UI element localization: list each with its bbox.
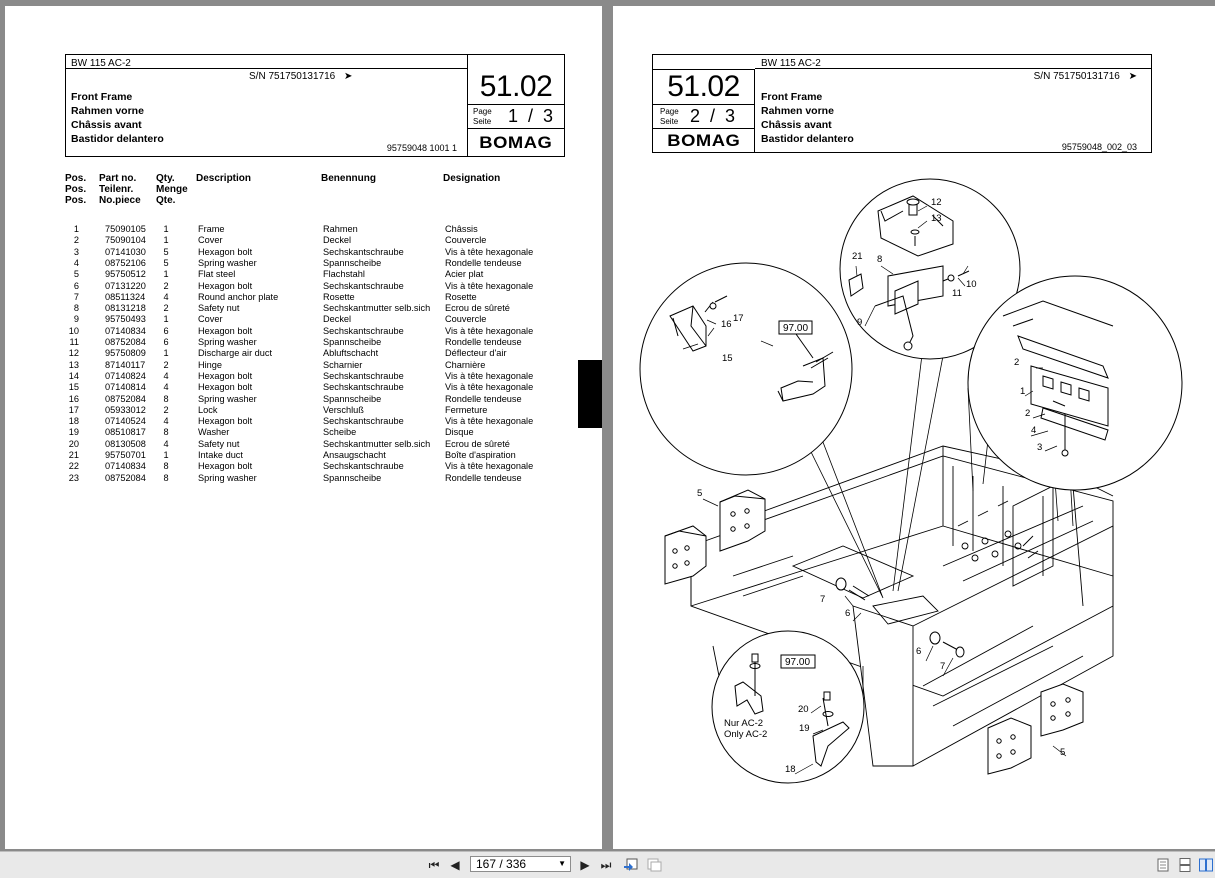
cell-designation: Disque — [445, 427, 474, 438]
cell-pos: 5 — [73, 269, 79, 280]
last-page-icon[interactable]: ⏭ — [600, 857, 612, 872]
callout-3: 3 — [1037, 442, 1043, 453]
cell-qty: 5 — [163, 257, 169, 268]
cell-pos: 6 — [73, 280, 79, 291]
cell-designation: Fermeture — [445, 404, 488, 415]
ref-97-bottom: 97.00 — [785, 657, 811, 668]
cell-description: Hexagon bolt — [198, 382, 253, 393]
cell-pos: 7 — [73, 291, 79, 302]
cell-pos: 8 — [73, 303, 79, 314]
cell-part-no: 07131220 — [105, 280, 146, 291]
cell-qty: 1 — [163, 314, 169, 325]
cell-benennung: Rahmen — [323, 224, 358, 234]
col-pos-de: Pos. — [65, 184, 87, 195]
col-designation: Designation — [443, 173, 501, 184]
callout-5-right: 5 — [1060, 747, 1066, 758]
cell-part-no: 75090105 — [105, 224, 146, 234]
cell-designation: Ecrou de sûreté — [445, 438, 510, 449]
cell-description: Washer — [198, 427, 230, 438]
title-es: Bastidor delantero — [71, 133, 164, 145]
cell-part-no: 95750701 — [105, 450, 146, 460]
cell-pos: 13 — [68, 359, 79, 370]
page-167 — [5, 6, 602, 849]
cell-benennung: Sechskantschraube — [323, 246, 404, 257]
cell-pos: 2 — [73, 235, 79, 246]
two-page-view-icon[interactable] — [1198, 857, 1214, 873]
cell-benennung: Spannscheibe — [323, 472, 382, 483]
cell-designation: Couvercle — [445, 235, 487, 246]
cell-benennung: Deckel — [323, 314, 352, 325]
cell-description: Lock — [198, 404, 218, 415]
col-qty-de: Menge — [156, 184, 188, 195]
cell-pos: 19 — [68, 427, 79, 438]
callout-17: 17 — [733, 313, 744, 324]
cell-qty: 8 — [163, 427, 169, 438]
cell-qty: 6 — [163, 337, 169, 347]
arrow-right-icon: ➤ — [343, 71, 353, 82]
cell-benennung: Sechskantmutter selb.sich — [323, 303, 431, 314]
detail-circle-hinge — [640, 263, 852, 475]
cell-description: Safety nut — [198, 438, 240, 449]
cell-description: Spring washer — [198, 257, 257, 268]
note-nur-ac2: Nur AC-2 — [724, 718, 764, 729]
col-part-fr: No.piece — [99, 195, 141, 206]
cell-benennung: Sechskantschraube — [323, 382, 404, 393]
callout-6-right: 6 — [916, 646, 922, 657]
col-benennung: Benennung — [321, 173, 376, 184]
cell-description: Cover — [198, 235, 223, 246]
cell-description: Spring washer — [198, 472, 257, 483]
cell-description: Spring washer — [198, 393, 257, 404]
callout-9: 9 — [857, 317, 863, 328]
model-label: BW 115 AC-2 — [71, 58, 131, 69]
title-fr: Châssis avant — [71, 119, 142, 131]
cell-part-no: 08131218 — [105, 303, 146, 314]
prev-page-icon[interactable]: ◀ — [450, 858, 460, 872]
cell-designation: Vis à tête hexagonale — [445, 325, 534, 336]
cell-description: Hexagon bolt — [198, 461, 253, 472]
cell-qty: 4 — [163, 291, 169, 302]
cell-designation: Boîte d'aspiration — [445, 450, 516, 460]
next-page-icon[interactable]: ▶ — [580, 858, 590, 872]
cell-description: Hexagon bolt — [198, 416, 253, 427]
model-label-right: BW 115 AC-2 — [761, 58, 821, 69]
cell-qty: 4 — [163, 438, 169, 449]
cell-part-no: 95750809 — [105, 348, 146, 359]
first-page-icon[interactable]: ⏮ — [428, 857, 440, 872]
cell-designation: Rondelle tendeuse — [445, 257, 522, 268]
cell-description: Hinge — [198, 359, 223, 370]
cell-benennung: Abluftschacht — [323, 348, 379, 359]
cell-description: Frame — [198, 224, 225, 234]
cell-benennung: Spannscheibe — [323, 337, 382, 347]
cell-designation: Vis à tête hexagonale — [445, 382, 534, 393]
cell-part-no: 05933012 — [105, 404, 146, 415]
callout-18: 18 — [785, 764, 796, 775]
bookmark-forward-icon[interactable] — [645, 857, 663, 873]
col-pos: Pos. — [65, 173, 87, 184]
page-of-pages: 1 / 3 — [508, 106, 554, 126]
callout-7-right: 7 — [940, 661, 946, 672]
callout-13: 13 — [931, 213, 942, 224]
group-number-right: 51.02 — [667, 70, 740, 103]
cell-qty: 2 — [163, 359, 169, 370]
page-number-field[interactable] — [470, 856, 571, 872]
cell-designation: Rondelle tendeuse — [445, 337, 522, 347]
cell-description: Hexagon bolt — [198, 325, 253, 336]
navigation-toolbar — [0, 851, 1215, 878]
cell-pos: 16 — [68, 393, 79, 404]
cell-qty: 1 — [163, 450, 169, 460]
cell-pos: 9 — [73, 314, 79, 325]
ref-97-top: 97.00 — [783, 323, 809, 334]
title-de-right: Rahmen vorne — [761, 105, 834, 117]
cell-benennung: Sechskantschraube — [323, 280, 404, 291]
cell-description: Flat steel — [198, 269, 236, 280]
cell-designation: Vis à tête hexagonale — [445, 280, 534, 291]
cell-pos: 1 — [73, 224, 79, 234]
serial-number: S/N 751750131716 — [249, 71, 336, 82]
title-fr-right: Châssis avant — [761, 119, 832, 131]
cell-description: Discharge air duct — [198, 348, 273, 359]
callout-19: 19 — [799, 723, 810, 734]
cell-qty: 2 — [163, 280, 169, 291]
page-label-en: Page — [473, 107, 492, 116]
cell-pos: 10 — [68, 325, 79, 336]
cell-benennung: Spannscheibe — [323, 393, 382, 404]
title-es-right: Bastidor delantero — [761, 133, 854, 145]
page-label-en-right: Page — [660, 107, 679, 116]
cell-designation: Vis à tête hexagonale — [445, 246, 534, 257]
title-en-right: Front Frame — [761, 91, 823, 103]
cell-description: Hexagon bolt — [198, 280, 253, 291]
col-pos-fr: Pos. — [65, 195, 87, 206]
cell-benennung: Sechskantmutter selb.sich — [323, 438, 431, 449]
bookmark-back-icon[interactable] — [622, 857, 640, 873]
callout-21: 21 — [852, 251, 863, 262]
callout-16: 16 — [721, 319, 732, 330]
cell-description: Safety nut — [198, 303, 240, 314]
cell-qty: 4 — [163, 416, 169, 427]
callout-15: 15 — [722, 353, 733, 364]
cell-designation: Vis à tête hexagonale — [445, 416, 534, 427]
cell-designation: Charnière — [445, 359, 486, 370]
callout-2-top: 2 — [1014, 357, 1020, 368]
cell-pos: 20 — [68, 438, 79, 449]
cell-pos: 17 — [68, 404, 79, 415]
drawing-number: 95759048 1001 1 — [386, 143, 457, 153]
detail-circle-bracket — [712, 631, 864, 783]
callout-8: 8 — [877, 254, 883, 265]
continuous-view-icon[interactable] — [1177, 857, 1193, 873]
callout-7-left: 7 — [820, 594, 826, 605]
cell-pos: 14 — [68, 370, 79, 381]
cell-qty: 4 — [163, 370, 169, 381]
cell-part-no: 95750512 — [105, 269, 146, 280]
cell-qty: 8 — [163, 461, 169, 472]
cell-description: Hexagon bolt — [198, 246, 253, 257]
cell-pos: 4 — [73, 257, 79, 268]
cell-benennung: Verschluß — [323, 404, 364, 415]
cell-part-no: 08510817 — [105, 427, 146, 438]
title-en: Front Frame — [71, 91, 133, 103]
cell-benennung: Ansaugschacht — [323, 450, 386, 460]
cell-pos: 22 — [68, 461, 79, 472]
header-box — [65, 54, 565, 157]
cell-part-no: 07140524 — [105, 416, 146, 427]
callout-12: 12 — [931, 197, 942, 208]
cell-qty: 1 — [163, 224, 169, 234]
cell-qty: 8 — [163, 472, 169, 483]
cell-part-no: 08752084 — [105, 393, 146, 404]
cell-designation: Couvercle — [445, 314, 487, 325]
cell-benennung: Rosette — [323, 291, 355, 302]
cell-qty: 2 — [163, 404, 169, 415]
callout-10: 10 — [966, 279, 977, 290]
cell-benennung: Flachstahl — [323, 269, 365, 280]
cell-part-no: 07140834 — [105, 325, 146, 336]
cell-part-no: 07140814 — [105, 382, 146, 393]
cell-designation: Rondelle tendeuse — [445, 472, 522, 483]
cell-designation: Rosette — [445, 291, 477, 302]
cell-description: Intake duct — [198, 450, 243, 460]
serial-number-right: S/N 751750131716 — [1033, 71, 1120, 82]
cell-pos: 12 — [68, 348, 79, 359]
cell-qty: 1 — [163, 235, 169, 246]
cell-designation: Châssis — [445, 224, 478, 234]
cell-designation: Vis à tête hexagonale — [445, 461, 534, 472]
cell-benennung: Deckel — [323, 235, 352, 246]
callout-6-left: 6 — [845, 608, 851, 619]
page-number-value: 167 / 336 — [476, 857, 527, 871]
col-qty: Qty. — [156, 173, 175, 184]
cell-qty: 4 — [163, 382, 169, 393]
cell-part-no: 75090104 — [105, 235, 146, 246]
cell-benennung: Sechskantschraube — [323, 416, 404, 427]
callout-11: 11 — [952, 288, 962, 299]
cell-qty: 6 — [163, 325, 169, 336]
cell-part-no: 08511324 — [105, 291, 146, 302]
page-label-de-right: Seite — [660, 117, 679, 126]
cell-designation: Vis à tête hexagonale — [445, 370, 534, 381]
note-only-ac2: Only AC-2 — [724, 729, 768, 740]
col-qty-fr: Qte. — [156, 195, 176, 206]
cell-designation: Acier plat — [445, 269, 484, 280]
cell-description: Hexagon bolt — [198, 370, 253, 381]
cell-benennung: Sechskantschraube — [323, 325, 404, 336]
bomag-logo-right: BOMAG — [666, 131, 741, 150]
bomag-logo: BOMAG — [479, 133, 553, 152]
cell-qty: 1 — [163, 348, 169, 359]
group-number: 51.02 — [479, 70, 553, 103]
cell-description: Round anchor plate — [198, 291, 279, 302]
cell-benennung: Sechskantschraube — [323, 461, 404, 472]
page-168 — [613, 6, 1215, 849]
single-page-view-icon[interactable] — [1155, 857, 1171, 873]
cell-benennung: Scharnier — [323, 359, 363, 370]
cell-part-no: 87140117 — [105, 359, 146, 370]
cell-designation: Rondelle tendeuse — [445, 393, 522, 404]
cell-pos: 21 — [68, 450, 79, 460]
cell-designation: Ecrou de sûreté — [445, 303, 510, 314]
col-description: Description — [196, 173, 252, 184]
cell-pos: 15 — [68, 382, 79, 393]
cell-qty: 5 — [163, 246, 169, 257]
cell-part-no: 08130508 — [105, 438, 146, 449]
cell-pos: 18 — [68, 416, 79, 427]
cell-part-no: 07140834 — [105, 461, 146, 472]
exploded-drawing — [613, 6, 1215, 849]
callout-4: 4 — [1031, 425, 1037, 436]
cell-qty: 1 — [163, 269, 169, 280]
cell-part-no: 08752084 — [105, 337, 146, 347]
cell-description: Cover — [198, 314, 223, 325]
cell-part-no: 07140824 — [105, 370, 146, 381]
callout-20: 20 — [798, 704, 809, 715]
cell-description: Spring washer — [198, 337, 257, 347]
cell-qty: 2 — [163, 303, 169, 314]
cell-pos: 11 — [69, 337, 79, 347]
cell-benennung: Spannscheibe — [323, 257, 382, 268]
title-de: Rahmen vorne — [71, 105, 144, 117]
cell-pos: 23 — [68, 472, 79, 483]
cell-part-no: 95750493 — [105, 314, 146, 325]
chevron-down-icon[interactable]: ▼ — [558, 859, 566, 868]
col-part-de: Teilenr. — [99, 184, 134, 195]
cell-benennung: Scheibe — [323, 427, 357, 438]
cell-part-no: 08752084 — [105, 472, 146, 483]
callout-5-left: 5 — [697, 488, 703, 499]
page-label-de: Seite — [473, 117, 492, 126]
callout-1: 1 — [1020, 386, 1026, 397]
cell-benennung: Sechskantschraube — [323, 370, 404, 381]
detail-circle-cover — [968, 276, 1182, 490]
drawing-number-right: 95759048_002_03 — [1061, 142, 1137, 152]
page-of-pages-right: 2 / 3 — [690, 106, 736, 126]
cell-pos: 3 — [73, 246, 79, 257]
cell-designation: Déflecteur d'air — [445, 348, 507, 359]
section-tab — [578, 360, 602, 428]
cell-part-no: 07141030 — [105, 246, 146, 257]
col-part: Part no. — [99, 173, 137, 184]
arrow-right-icon: ➤ — [1128, 71, 1137, 82]
cell-qty: 8 — [163, 393, 169, 404]
callout-2-bottom: 2 — [1025, 408, 1031, 419]
cell-part-no: 08752106 — [105, 257, 146, 268]
